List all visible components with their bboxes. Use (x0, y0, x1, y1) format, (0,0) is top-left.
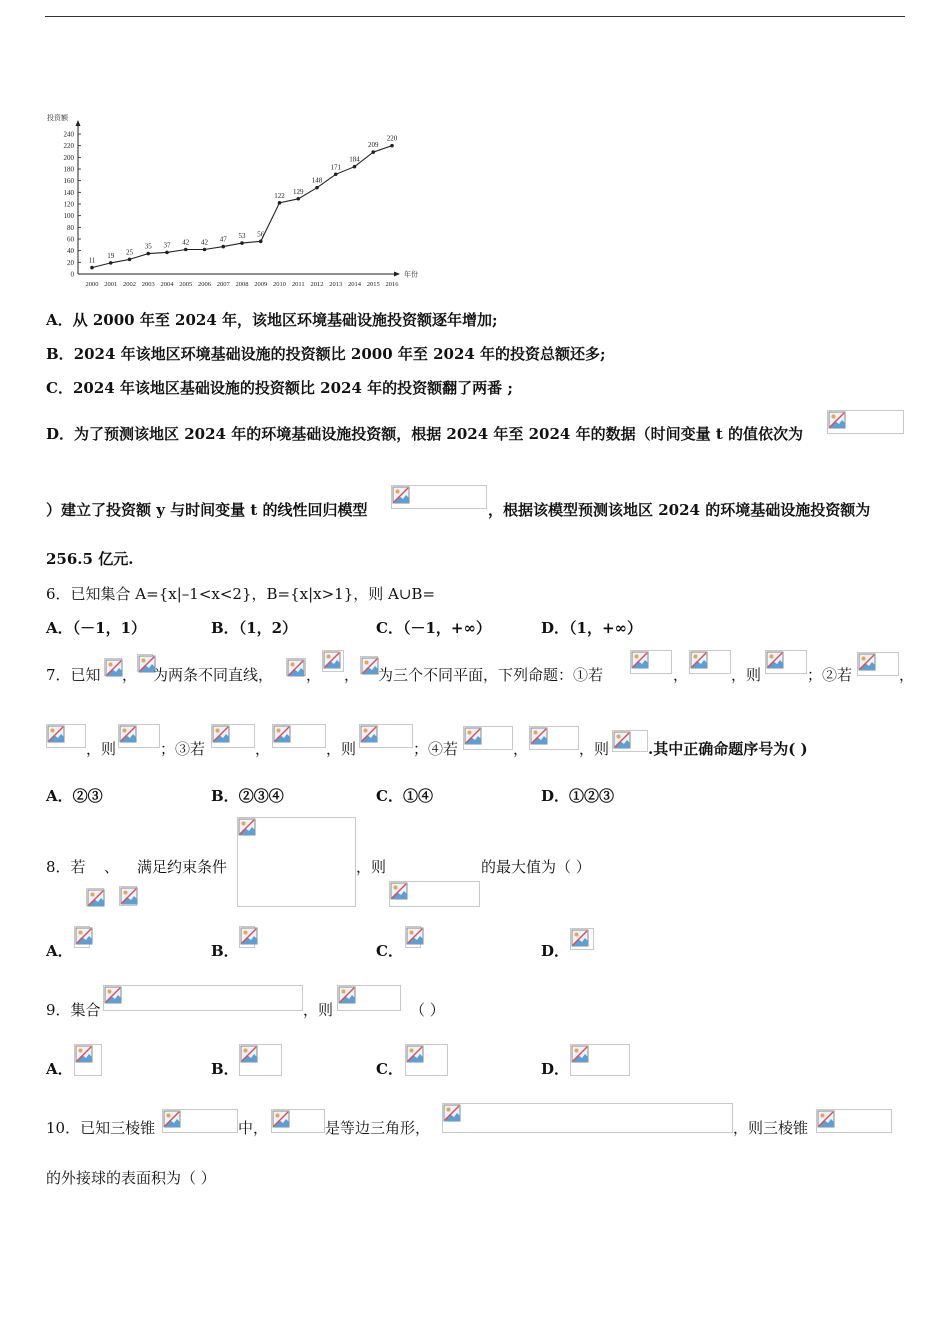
q5-d-line3: 256.5 亿元. (46, 550, 134, 568)
broken-image-icon (238, 818, 256, 836)
broken-image-icon (464, 727, 482, 745)
formula-image (360, 656, 378, 674)
data-label: 19 (107, 251, 115, 260)
formula-image (286, 658, 306, 676)
formula-image (211, 724, 255, 748)
y-axis-label: 投资额 (47, 114, 68, 122)
x-tick-label: 2010 (273, 281, 286, 288)
formula-image (272, 724, 326, 748)
formula-image (74, 926, 90, 948)
broken-image-icon (105, 659, 123, 677)
y-tick-label: 120 (63, 200, 74, 209)
formula-image (337, 985, 401, 1011)
formula-image (359, 724, 413, 748)
formula-image (389, 881, 480, 907)
data-label: 122 (274, 191, 285, 200)
q7-text: ， (899, 666, 915, 684)
y-axis-arrow (76, 120, 81, 126)
data-label: 209 (368, 141, 379, 150)
q7-text: ，则 (86, 740, 117, 758)
x-tick-label: 2015 (366, 281, 380, 288)
q9-text: 9．集合 (46, 1001, 101, 1019)
data-label: 220 (386, 134, 398, 143)
q7-text: .其中正确命题序号为( ) (648, 740, 808, 758)
y-tick-label: 80 (67, 223, 74, 232)
formula-image (816, 1109, 892, 1133)
y-tick-label: 0 (70, 270, 74, 279)
q8-option-c: C． (376, 942, 403, 960)
data-label: 184 (349, 155, 360, 164)
formula-image (74, 1044, 102, 1076)
data-point (334, 172, 338, 176)
broken-image-icon (631, 651, 649, 669)
y-tick-label: 100 (63, 212, 74, 221)
q10-text: ，则三棱锥 (733, 1119, 809, 1137)
q10-text-line2: 的外接球的表面积为（ ） (46, 1169, 216, 1187)
data-point (90, 266, 94, 270)
q7-text: ，则 (731, 666, 762, 684)
formula-image (239, 1044, 282, 1076)
x-tick-label: 2008 (235, 281, 249, 288)
x-tick-label: 2001 (104, 281, 118, 288)
broken-image-icon (163, 1110, 181, 1128)
broken-image-icon (287, 659, 305, 677)
formula-image (442, 1103, 733, 1133)
header-rule (45, 16, 905, 17)
broken-image-icon (272, 1110, 290, 1128)
q7-option-d: D．①②③ (541, 787, 615, 805)
x-tick-label: 2011 (291, 281, 305, 288)
y-tick-label: 180 (63, 165, 74, 174)
broken-image-icon (338, 986, 356, 1004)
q8-text: 满足约束条件 (137, 858, 228, 876)
broken-image-icon (828, 411, 846, 429)
data-point (240, 241, 244, 245)
data-label: 25 (126, 248, 133, 257)
data-label: 42 (201, 238, 208, 247)
x-tick-label: 2000 (85, 281, 99, 288)
formula-image (118, 724, 160, 748)
broken-image-icon (690, 651, 708, 669)
broken-image-icon (443, 1104, 461, 1122)
broken-image-icon (571, 929, 589, 947)
x-axis-label: 年份 (404, 270, 418, 279)
data-point (353, 165, 357, 169)
formula-image (239, 926, 255, 948)
broken-image-icon (104, 986, 122, 1004)
broken-image-icon (75, 1045, 93, 1063)
q9-option-a: A． (46, 1060, 73, 1078)
broken-image-icon (817, 1110, 835, 1128)
data-point (109, 261, 113, 265)
broken-image-icon (361, 657, 379, 675)
formula-image (322, 650, 344, 672)
broken-image-icon (360, 725, 378, 743)
formula-image (765, 650, 807, 674)
q5-option-b: B．2024 年该地区环境基础设施的投资额比 2000 年至 2024 年的投资总额还多; (46, 345, 606, 363)
y-tick-label: 220 (63, 142, 74, 151)
q5-d-line2b: ，根据该模型预测该地区 2024 的环境基础设施投资额为 (488, 501, 871, 519)
broken-image-icon (406, 927, 424, 945)
q7-option-a: A．②③ (46, 787, 103, 805)
q10-text: 是等边三角形， (325, 1119, 431, 1137)
q7-text: ， (344, 666, 360, 684)
x-tick-label: 2006 (198, 281, 211, 288)
data-label: 42 (182, 238, 190, 247)
data-label: 129 (293, 187, 304, 196)
broken-image-icon (212, 725, 230, 743)
q8-text: 的最大值为（ ） (481, 858, 591, 876)
data-point (165, 251, 169, 255)
q9-option-c: C． (376, 1060, 403, 1078)
formula-image (162, 1109, 238, 1133)
q7-text: ；④若 (413, 740, 459, 758)
formula-image (104, 658, 122, 676)
y-tick-label: 240 (63, 130, 74, 139)
q5-option-a: A．从 2000 年至 2024 年，该地区环境基础设施投资额逐年增加; (46, 311, 498, 329)
q7-text: ， (122, 666, 138, 684)
q8-option-b: B． (211, 942, 239, 960)
formula-image (137, 654, 153, 672)
y-tick-label: 160 (63, 177, 74, 186)
x-tick-label: 2004 (160, 281, 174, 288)
broken-image-icon (240, 927, 258, 945)
broken-image-icon (119, 725, 137, 743)
x-tick-label: 2003 (141, 281, 155, 288)
data-point (259, 240, 263, 244)
q6-option-b: B．（1，2） (211, 619, 298, 637)
broken-image-icon (766, 651, 784, 669)
x-tick-label: 2005 (179, 281, 193, 288)
q8-option-a: A． (46, 942, 73, 960)
q7-option-b: B．②③④ (211, 787, 284, 805)
broken-image-icon (87, 889, 105, 907)
formula-image (827, 410, 904, 434)
y-tick-label: 20 (67, 258, 74, 267)
y-tick-label: 40 (67, 247, 74, 256)
data-label: 171 (330, 163, 341, 172)
data-label: 37 (163, 241, 171, 250)
q7-text: ， (513, 740, 529, 758)
q5-option-d: D．为了预测该地区 2024 年的环境基础设施投资额，根据 2024 年至 2024 年的数据（时间变量 t 的值依次为 (46, 425, 803, 443)
q7-text: ，则 (326, 740, 357, 758)
investment-line-chart (45, 110, 418, 292)
data-point (221, 245, 225, 249)
data-label: 47 (219, 235, 227, 244)
data-point (184, 248, 188, 252)
q6-stem: 6．已知集合 A={x|–1<x<2}，B={x|x>1}，则 A∪B= (46, 585, 436, 603)
formula-image (570, 1044, 630, 1076)
formula-image (689, 650, 731, 674)
y-tick-label: 200 (63, 153, 74, 162)
q8-text: 、 (104, 858, 120, 876)
q10-text: 10．已知三棱锥 (46, 1119, 156, 1137)
x-axis-arrow (394, 272, 400, 277)
data-label: 53 (238, 232, 246, 241)
q5-d-line2a: ）建立了投资额 y 与时间变量 t 的线性回归模型 (46, 501, 368, 519)
q6-option-c: C．（－1，+∞） (376, 619, 491, 637)
x-tick-label: 2012 (310, 281, 324, 288)
formula-image (570, 928, 594, 950)
formula-image (529, 726, 579, 750)
x-tick-label: 2007 (216, 281, 230, 288)
data-point (278, 201, 282, 205)
x-tick-label: 2009 (254, 281, 268, 288)
broken-image-icon (613, 731, 631, 749)
formula-image (86, 888, 104, 906)
data-point (371, 150, 375, 154)
formula-image (103, 985, 303, 1011)
broken-image-icon (75, 927, 93, 945)
broken-image-icon (406, 1045, 424, 1063)
q5-option-c: C．2024 年该地区基础设施的投资额比 2024 年的投资额翻了两番 ; (46, 379, 513, 397)
q6-option-a: A．（－1，1） (46, 619, 147, 637)
q9-option-d: D． (541, 1060, 570, 1078)
data-point (146, 252, 150, 256)
data-point (296, 197, 300, 201)
formula-image (612, 730, 648, 752)
y-tick-label: 60 (67, 235, 74, 244)
data-label: 35 (144, 242, 152, 251)
data-label: 11 (88, 256, 96, 265)
q7-text: 为两条不同直线， (153, 666, 274, 684)
data-point (203, 248, 207, 252)
q9-text: （ ） (410, 1001, 445, 1019)
formula-image (119, 886, 137, 906)
q8-option-d: D． (541, 942, 570, 960)
data-point (128, 258, 132, 262)
data-point (315, 186, 319, 190)
broken-image-icon (571, 1045, 589, 1063)
broken-image-icon (323, 651, 341, 669)
q7-text: 7．已知 (46, 666, 101, 684)
formula-image (46, 724, 86, 748)
broken-image-icon (530, 727, 548, 745)
q6-option-d: D．（1，+∞） (541, 619, 643, 637)
formula-image (391, 485, 487, 509)
q7-option-c: C．①④ (376, 787, 433, 805)
q8-text: ，则 (356, 858, 387, 876)
q9-text: ，则 (303, 1001, 334, 1019)
q7-text: ；②若 (807, 666, 853, 684)
data-label: 148 (311, 176, 323, 185)
q7-text: 为三个不同平面，下列命题：①若 (378, 666, 604, 684)
formula-image (857, 652, 899, 676)
x-tick-label: 2016 (385, 281, 399, 288)
q7-text: ， (255, 740, 271, 758)
formula-image (405, 926, 421, 948)
formula-image (271, 1109, 325, 1133)
q7-text: ，则 (579, 740, 610, 758)
broken-image-icon (273, 725, 291, 743)
broken-image-icon (390, 882, 408, 900)
q7-text: ；③若 (160, 740, 206, 758)
broken-image-icon (858, 653, 876, 671)
broken-image-icon (392, 486, 410, 504)
q7-text: ， (306, 666, 322, 684)
data-point (390, 144, 394, 148)
broken-image-icon (120, 887, 138, 905)
formula-image (630, 650, 672, 674)
q9-option-b: B． (211, 1060, 239, 1078)
q7-text: ， (673, 666, 689, 684)
data-label: 56 (257, 230, 265, 239)
broken-image-icon (47, 725, 65, 743)
broken-image-icon (240, 1045, 258, 1063)
formula-image (463, 726, 513, 750)
series-line (92, 146, 392, 268)
y-tick-label: 140 (63, 188, 74, 197)
x-tick-label: 2014 (348, 281, 361, 288)
formula-image (405, 1044, 448, 1076)
q10-text: 中， (238, 1119, 269, 1137)
x-tick-label: 2002 (123, 281, 136, 288)
x-tick-label: 2013 (329, 281, 343, 288)
formula-image (237, 817, 356, 907)
q8-text: 8．若 (46, 858, 86, 876)
